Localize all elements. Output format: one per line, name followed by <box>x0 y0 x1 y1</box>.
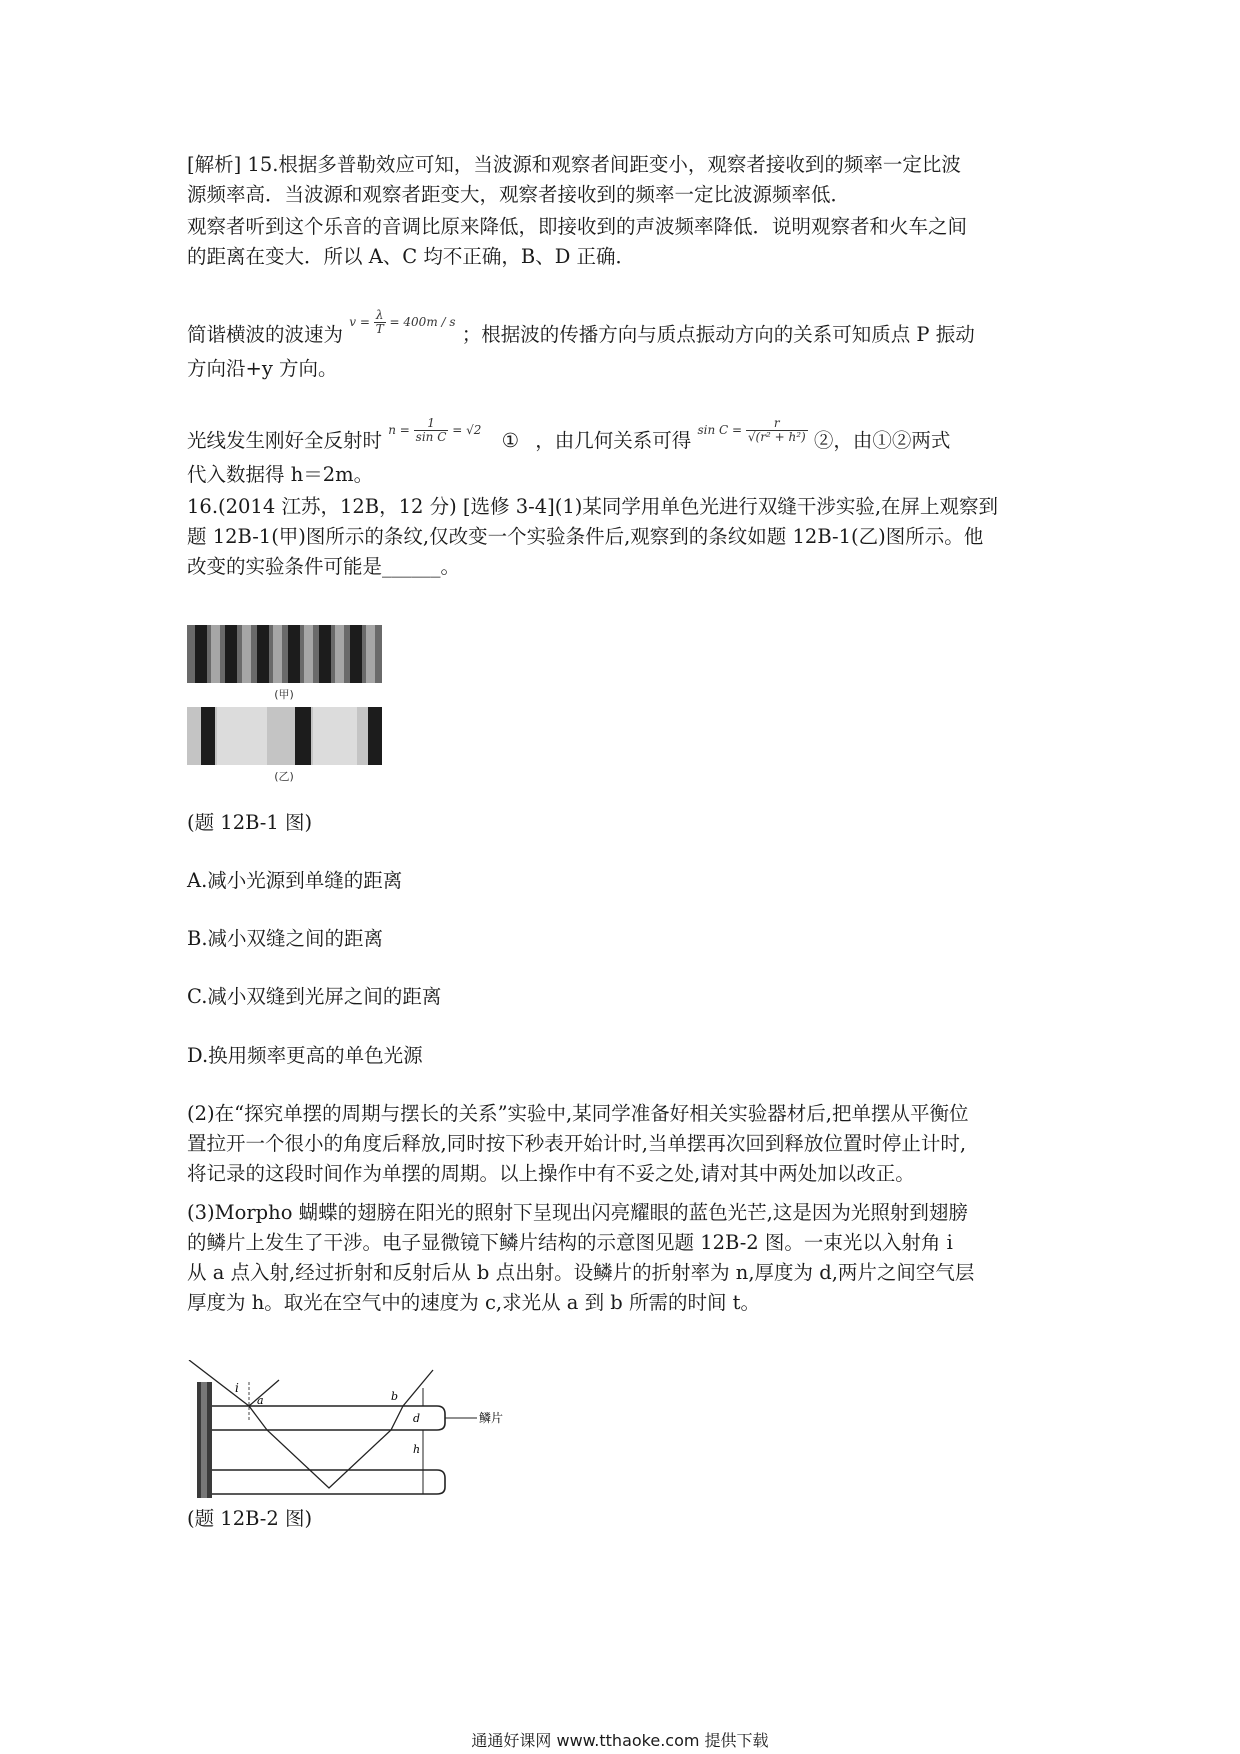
text-segment: 光线发生刚好全反射时 <box>187 429 383 452</box>
exit-ray <box>403 1370 433 1406</box>
text-line: 厚度为 h。取光在空气中的速度为 c,求光从 a 到 b 所需的时间 t。 <box>187 1291 761 1314</box>
figure-caption: (题 12B-2 图) <box>187 1507 313 1530</box>
label-i: i <box>235 1381 239 1395</box>
text-line: (3)Morpho 蝴蝶的翅膀在阳光的照射下呈现出闪亮耀眼的蓝色光芒,这是因为光照射到翅膀 <box>187 1201 968 1224</box>
text-line: [解析] 15.根据多普勒效应可知，当波源和观察者间距变小，观察者接收到的频率一定比波 <box>187 153 961 176</box>
sine-formula: sin C = $\frac{r}{\text{√(r² + h²)}}$ <box>697 415 806 444</box>
total-reflection-paragraph <box>187 415 1067 490</box>
text-line: 将记录的这段时间作为单摆的周期。以上操作中有不妥之处,请对其中两处加以改正。 <box>187 1162 915 1185</box>
lower-scale <box>212 1470 445 1494</box>
light-path <box>249 1406 403 1488</box>
text-segment: 简谐横波的波速为 <box>187 323 344 346</box>
text-line: 源频率高．当波源和观察者距变大，观察者接收到的频率一定比波源频率低． <box>187 183 851 206</box>
text-line: 观察者听到这个乐音的音调比原来降低，即接收到的声波频率降低．说明观察者和火车之间 <box>187 215 968 238</box>
text-line: 从 a 点入射,经过折射和反射后从 b 点出射。设鳞片的折射率为 n,厚度为 d,两片之间空气层 <box>187 1261 975 1284</box>
label-scale: 鳞片 <box>479 1411 504 1425</box>
text-line: 的距离在变大．所以 A、C 均不正确，B、D 正确． <box>187 245 636 268</box>
text-line: (2)在“探究单摆的周期与摆长的关系”实验中,某同学准备好相关实验器材后,把单摆从平衡位 <box>187 1102 969 1125</box>
option-d: D.换用频率更高的单色光源 <box>187 1044 423 1067</box>
text-line: 的鳞片上发生了干涉。电子显微镜下鳞片结构的示意图见题 12B-2 图。一束光以入射角 i <box>187 1231 953 1254</box>
text-line: 置拉开一个很小的角度后释放,同时按下秒表开始计时,当单摆再次回到释放位置时停止计时, <box>187 1132 967 1155</box>
option-a: A.减小光源到单缝的距离 <box>187 869 403 892</box>
question-part-2 <box>187 1099 1067 1189</box>
label-b: b <box>391 1390 399 1403</box>
fringe-label-top: (甲) <box>274 688 294 701</box>
wave-speed-formula: v = $\frac{\lambda}{T}$ = 400m / s <box>349 307 456 336</box>
text-segment: ②，由①②两式 <box>813 429 951 452</box>
figure-caption: (题 12B-1 图) <box>187 811 313 834</box>
fringe-label-bottom: (乙) <box>274 770 294 783</box>
analysis-paragraph <box>187 150 1067 272</box>
fringe-figure-svg <box>187 623 382 783</box>
question-16 <box>187 492 1067 582</box>
refractive-index-formula: n = $\frac{1}{\text{sin C}}$ = √2 <box>388 415 482 444</box>
question-part-3 <box>187 1198 1067 1318</box>
fringe-figure <box>187 623 382 783</box>
option-b: B.减小双缝之间的距离 <box>187 927 384 950</box>
equation-mark: ① <box>501 429 520 452</box>
scale-diagram <box>187 1360 517 1500</box>
text-segment: ，由几何关系可得 <box>535 429 692 452</box>
wave-speed-paragraph <box>187 307 1067 384</box>
label-a: a <box>257 1394 264 1407</box>
reflected-ray <box>249 1380 279 1406</box>
text-line: 方向沿+y 方向。 <box>187 357 338 380</box>
label-h: h <box>413 1443 421 1456</box>
scale-diagram-svg <box>187 1360 517 1500</box>
text-line: 改变的实验条件可能是______。 <box>187 555 461 578</box>
page-footer: 通通好课网 www.tthaoke.com 提供下载 <box>471 1731 769 1750</box>
text-line: 题 12B-1(甲)图所示的条纹,仅改变一个实验条件后,观察到的条纹如题 12B-1(乙)图所示。他 <box>187 525 984 548</box>
text-line: 代入数据得 h＝2m。 <box>187 463 374 486</box>
text-segment: ；根据波的传播方向与质点振动方向的关系可知质点 P 振动 <box>461 323 975 346</box>
text-line: 16.(2014 江苏，12B，12 分) [选修 3-4](1)某同学用单色光进行双缝干涉实验,在屏上观察到 <box>187 495 999 518</box>
label-d: d <box>413 1412 421 1425</box>
option-c: C.减小双缝到光屏之间的距离 <box>187 985 442 1008</box>
upper-scale <box>212 1406 445 1430</box>
